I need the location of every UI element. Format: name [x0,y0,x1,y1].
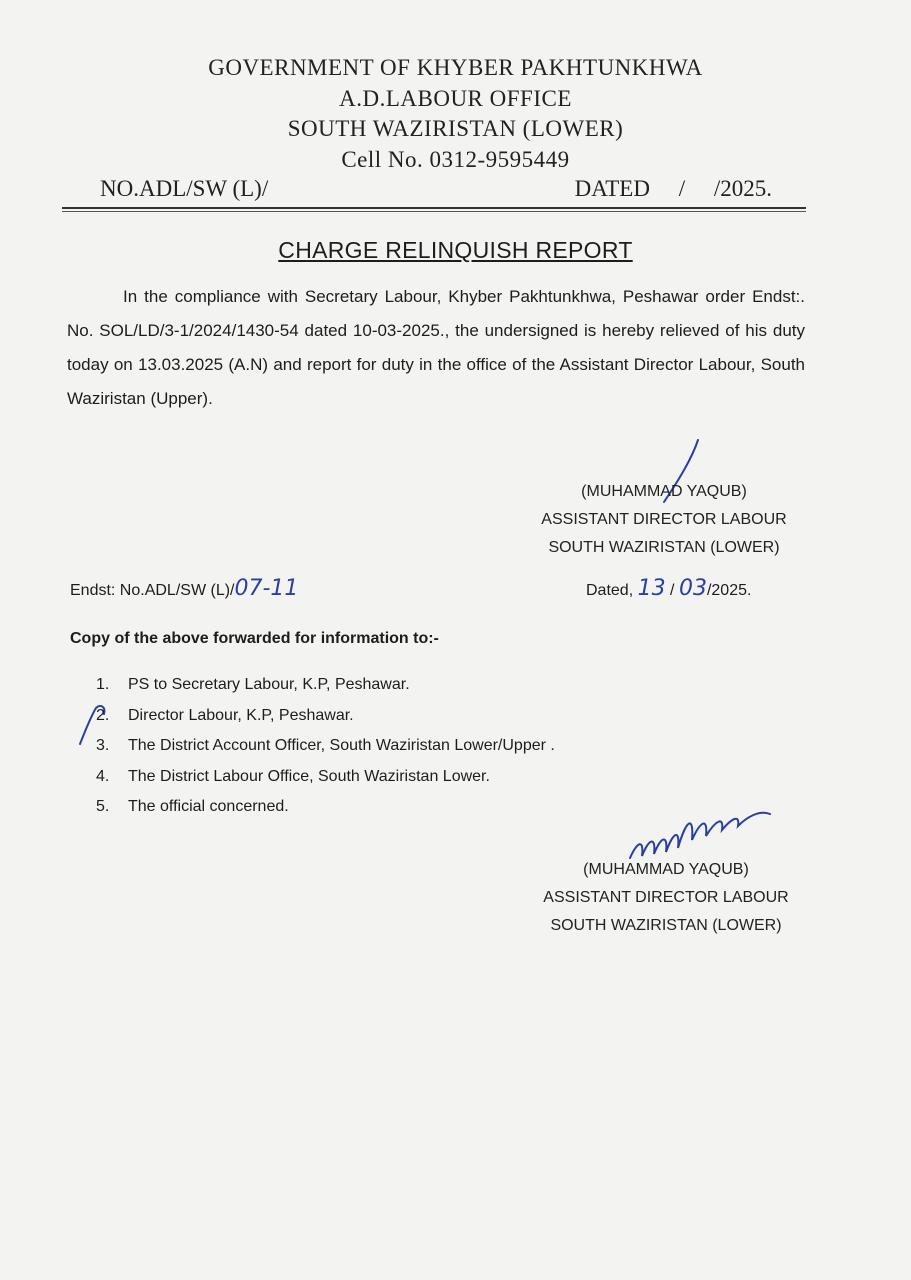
header-cell-number: Cell No. 0312-9595449 [341,147,570,172]
list-item [96,798,696,829]
handwritten-endorsement-no: 07-11 [234,576,299,601]
handwritten-day: 13 [637,576,666,601]
header-divider-thin [62,211,806,212]
endorsement-number [70,576,298,601]
signatory-location: SOUTH WAZIRISTAN (LOWER) [548,539,780,556]
list-item [96,737,696,768]
list-item-number: 3. [96,737,110,754]
list-item-text: Director Labour, K.P, Peshawar. [128,706,354,724]
header-office: A.D.LABOUR OFFICE [339,86,572,111]
document-title: CHARGE RELINQUISH REPORT [278,237,633,263]
reference-date: DATED / /2025. [574,176,772,201]
date-year: /2025. [706,582,752,599]
list-item-number: 4. [96,767,110,785]
list-item-number: 1. [96,676,110,693]
endorsement-label: Endst: No.ADL/SW (L)/ [70,582,235,599]
endorsement-date [586,576,751,601]
signatory-name: (MUHAMMAD YAQUB) [581,483,747,500]
header-divider [62,207,806,209]
handwritten-month: 03 [678,576,707,601]
list-item-text: PS to Secretary Labour, K.P, Peshawar. [128,676,410,693]
list-item [96,768,696,799]
reference-row [100,176,780,206]
signature-block-1 [514,478,814,562]
header-district: SOUTH WAZIRISTAN (LOWER) [287,116,624,141]
date-separator: / [670,582,675,599]
list-item-text: The District Labour Office, South Waziristan Lower. [128,767,490,785]
list-item [96,707,696,738]
list-item-number: 2. [96,706,110,724]
copy-list [96,676,696,829]
signatory-location: SOUTH WAZIRISTAN (LOWER) [550,917,782,934]
signatory-name: (MUHAMMAD YAQUB) [583,861,749,878]
list-item-text: The official concerned. [128,798,289,815]
reference-number: NO.ADL/SW (L)/ [100,176,269,201]
copy-heading: Copy of the above forwarded for information to:- [70,630,439,647]
list-item-number: 5. [96,798,110,815]
header-government: GOVERNMENT OF KHYBER PAKHTUNKHWA [208,55,703,80]
signatory-designation: ASSISTANT DIRECTOR LABOUR [543,889,789,906]
body-paragraph: In the compliance with Secretary Labour, Khyber Pakhtunkhwa, Peshawar order Endst:. No. SOL/LD/3-1/2024/1430-54 dated 10-03-2025., the undersigned is hereby relieved of his duty today on 13.03.2025 (A.N) and report for duty in the office of the Assistant Director Labour, South Waziristan (Upper). [67,287,805,408]
dated-label: Dated, [586,582,634,599]
list-item [96,676,696,707]
list-item-text: The District Account Officer, South Waziristan Lower/Upper . [128,737,555,754]
signature-block-2 [516,856,816,940]
signatory-designation: ASSISTANT DIRECTOR LABOUR [541,511,787,528]
